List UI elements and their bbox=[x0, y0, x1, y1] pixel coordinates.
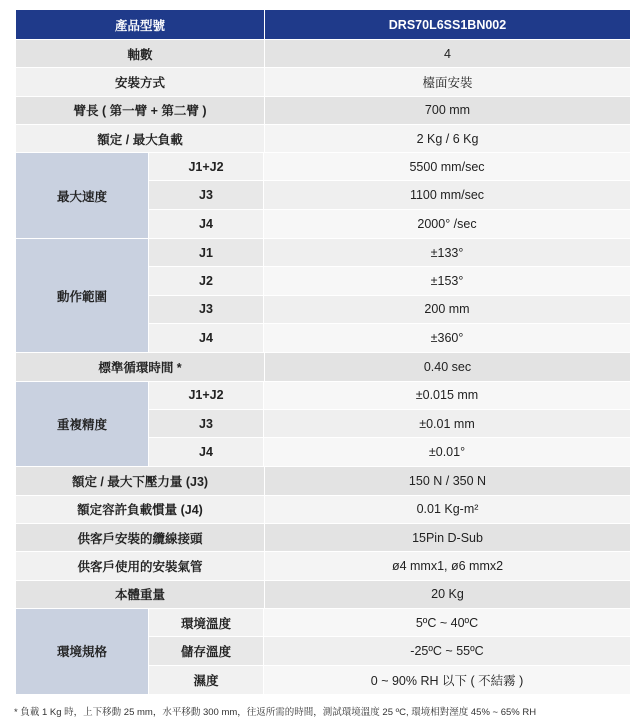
group-label: 動作範圍 bbox=[16, 239, 149, 352]
sub-label: 濕度 bbox=[149, 666, 263, 694]
table-row bbox=[16, 68, 630, 96]
row-label: 額定 / 最大負載 bbox=[16, 125, 264, 152]
row-value: ø4 mmx1, ø6 mmx2 bbox=[264, 552, 630, 579]
environment-group bbox=[16, 609, 630, 695]
row-label: 額定容許負載慣量 (J4) bbox=[16, 496, 264, 523]
motion-range-group bbox=[16, 239, 630, 353]
sub-label: J3 bbox=[149, 181, 263, 208]
max-speed-group bbox=[16, 153, 630, 239]
sub-value: 1100 mm/sec bbox=[263, 181, 630, 208]
table-row bbox=[16, 97, 630, 125]
row-value: 檯面安裝 bbox=[264, 68, 630, 95]
table-row bbox=[16, 125, 630, 153]
row-value: 0.01 Kg-m² bbox=[264, 496, 630, 523]
sub-label: J4 bbox=[149, 324, 263, 352]
row-label: 本體重量 bbox=[16, 581, 264, 608]
sub-label: 儲存溫度 bbox=[149, 637, 263, 664]
row-label: 安裝方式 bbox=[16, 68, 264, 95]
group-label: 環境規格 bbox=[16, 609, 149, 694]
sub-value: 5ºC ~ 40ºC bbox=[263, 609, 630, 636]
row-label: 供客戶安裝的纜線接頭 bbox=[16, 524, 264, 551]
row-value: 700 mm bbox=[264, 97, 630, 124]
sub-label: 環境溫度 bbox=[149, 609, 263, 636]
sub-label: J1+J2 bbox=[149, 153, 263, 180]
sub-label: J4 bbox=[149, 210, 263, 238]
sub-label: J4 bbox=[149, 438, 263, 466]
sub-label: J1+J2 bbox=[149, 382, 263, 409]
sub-label: J2 bbox=[149, 267, 263, 294]
spec-table bbox=[16, 10, 630, 695]
row-value: 20 Kg bbox=[264, 581, 630, 608]
sub-value: ±0.01 mm bbox=[263, 410, 630, 437]
row-label: 軸數 bbox=[16, 40, 264, 67]
sub-label: J3 bbox=[149, 410, 263, 437]
table-header bbox=[16, 10, 630, 40]
sub-label: J3 bbox=[149, 296, 263, 323]
header-value: DRS70L6SS1BN002 bbox=[264, 10, 630, 39]
sub-value: 2000° /sec bbox=[263, 210, 630, 238]
sub-label: J1 bbox=[149, 239, 263, 266]
table-row bbox=[16, 552, 630, 580]
table-row bbox=[16, 581, 630, 609]
sub-value: ±0.015 mm bbox=[263, 382, 630, 409]
sub-value: ±133° bbox=[263, 239, 630, 266]
table-row bbox=[16, 524, 630, 552]
sub-value: 5500 mm/sec bbox=[263, 153, 630, 180]
row-label: 標準循環時間 * bbox=[16, 353, 264, 380]
group-label: 重複精度 bbox=[16, 382, 149, 467]
row-label: 供客戶使用的安裝氣管 bbox=[16, 552, 264, 579]
table-row bbox=[16, 353, 630, 381]
row-value: 4 bbox=[264, 40, 630, 67]
sub-value: ±0.01° bbox=[263, 438, 630, 466]
sub-value: ±153° bbox=[263, 267, 630, 294]
row-label: 臂長 ( 第一臂 + 第二臂 ) bbox=[16, 97, 264, 124]
sub-value: 0 ~ 90% RH 以下 ( 不結霧 ) bbox=[263, 666, 630, 694]
table-row bbox=[16, 467, 630, 495]
sub-value: -25ºC ~ 55ºC bbox=[263, 637, 630, 664]
row-value: 15Pin D-Sub bbox=[264, 524, 630, 551]
header-label: 產品型號 bbox=[114, 18, 165, 33]
row-label: 額定 / 最大下壓力量 (J3) bbox=[16, 467, 264, 494]
repeatability-group bbox=[16, 382, 630, 468]
row-value: 2 Kg / 6 Kg bbox=[264, 125, 630, 152]
table-row bbox=[16, 40, 630, 68]
sub-value: ±360° bbox=[263, 324, 630, 352]
row-value: 150 N / 350 N bbox=[264, 467, 630, 494]
row-value: 0.40 sec bbox=[264, 353, 630, 380]
group-label: 最大速度 bbox=[16, 153, 149, 238]
footnote: * 負載 1 Kg 時，上下移動 25 mm，水平移動 300 mm，往返所需的時間，測試環境溫度 25 ºC, 環境相對溼度 45% ~ 65% RH bbox=[14, 707, 537, 718]
sub-value: 200 mm bbox=[263, 296, 630, 323]
table-row bbox=[16, 496, 630, 524]
